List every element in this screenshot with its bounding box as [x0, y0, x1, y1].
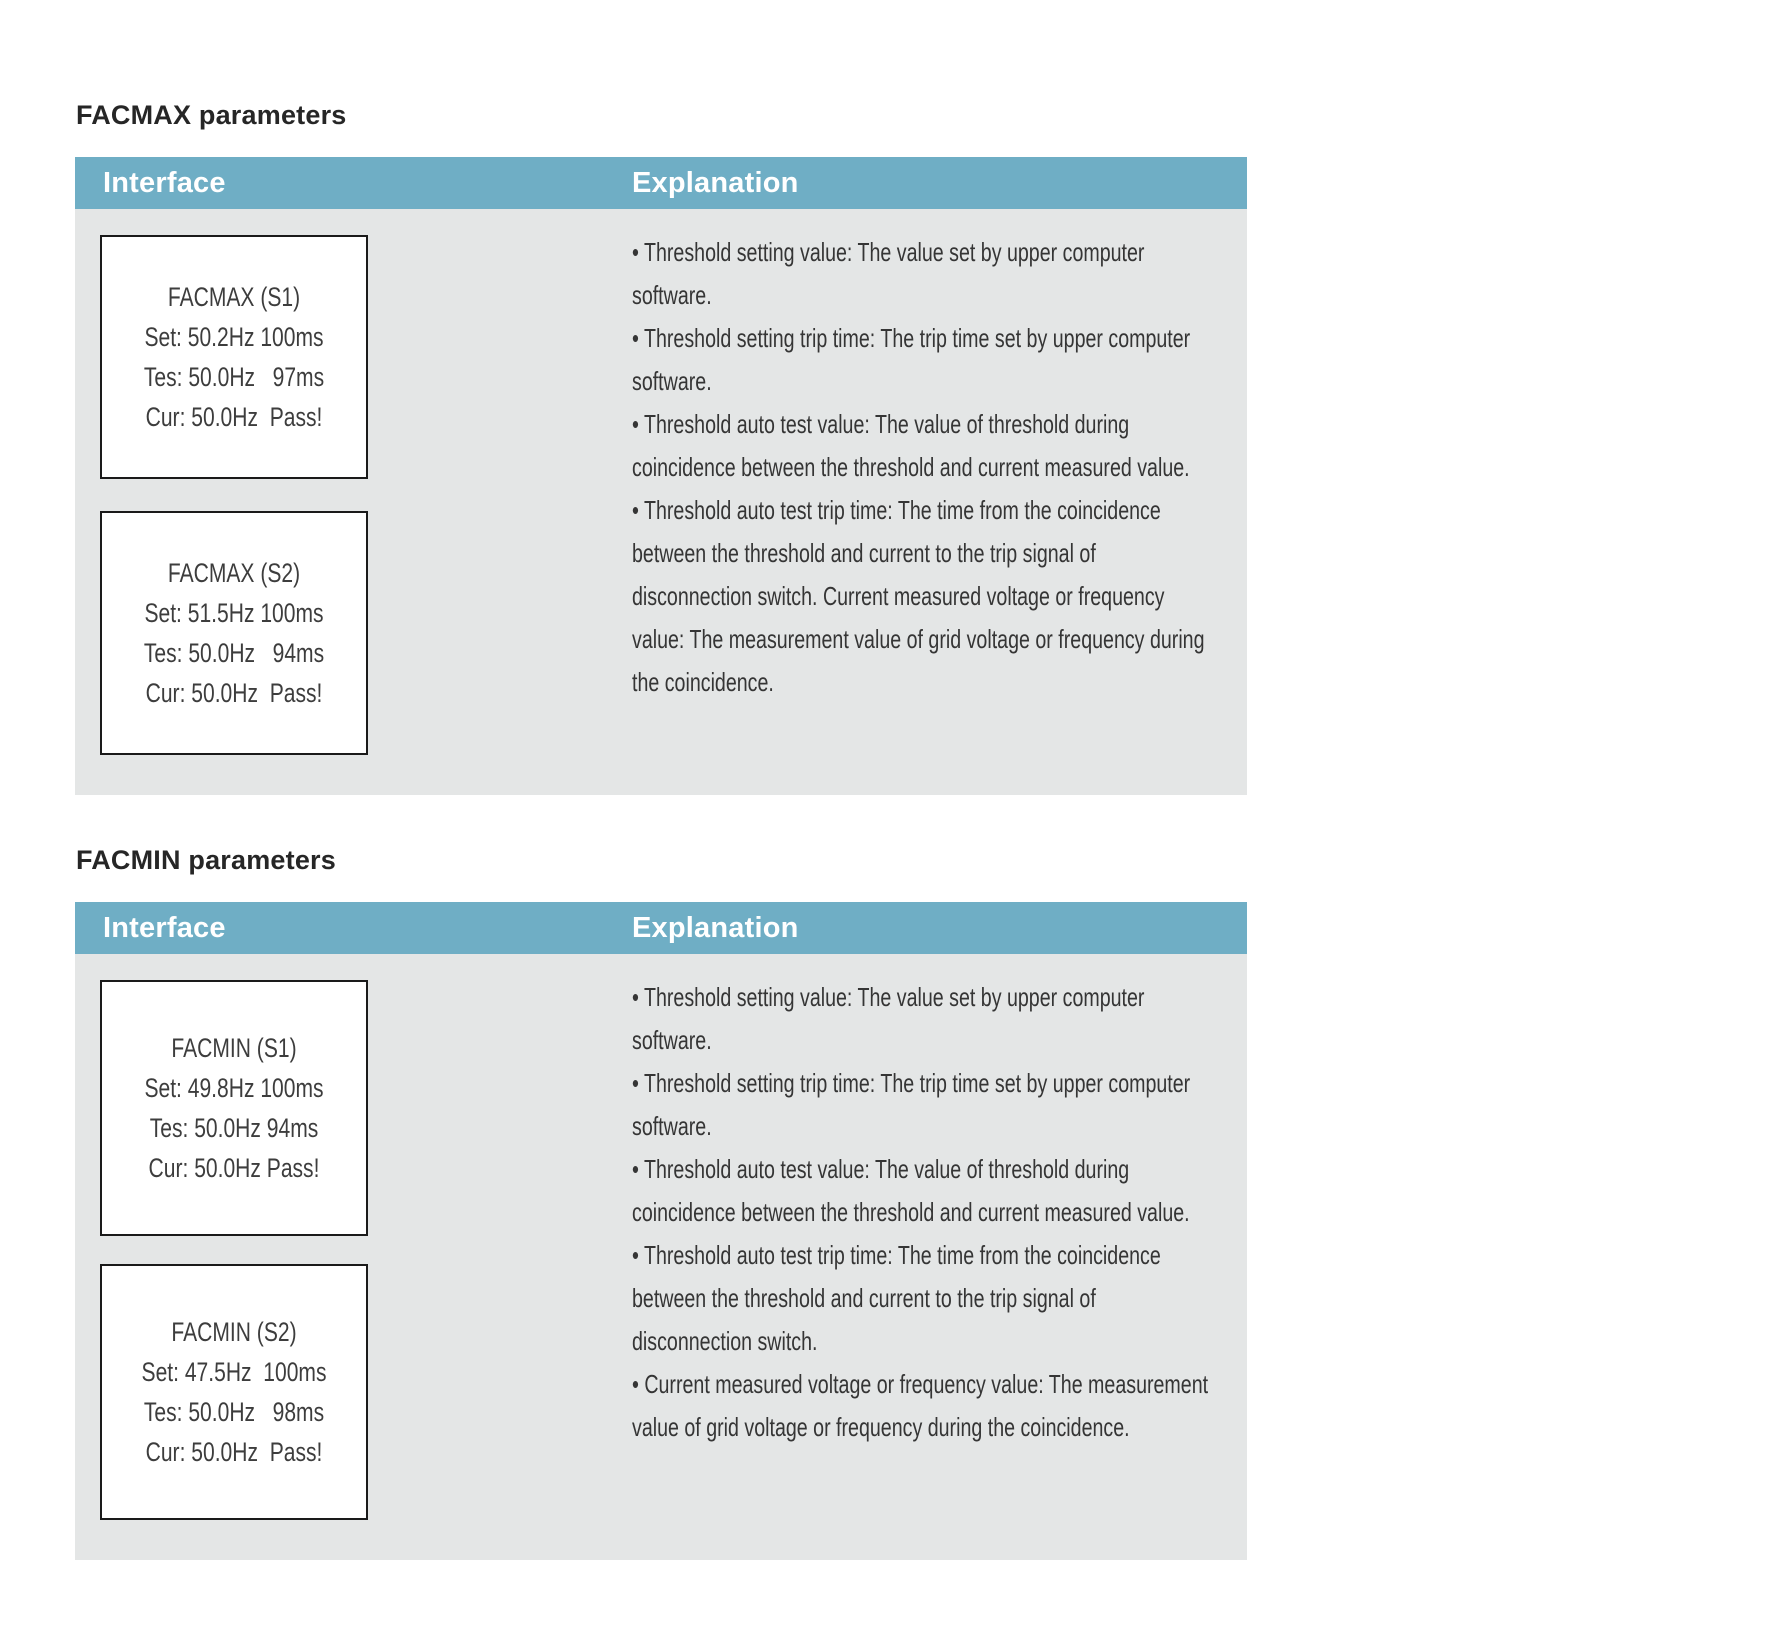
- lcd-line-set: Set: 50.2Hz 100ms: [144, 322, 324, 352]
- lcd-line-tes: Tes: 50.0Hz 98ms: [143, 1397, 325, 1427]
- bullet-paragraph: • Threshold setting value: The value set by upper computer software.: [632, 237, 1145, 310]
- facmax-section-heading: FACMAX parameters: [76, 100, 347, 130]
- facmax-explanation-cell: [632, 209, 1407, 795]
- facmax-table-header-row: [75, 157, 1247, 209]
- lcd-line-cur: Cur: 50.0Hz Pass!: [145, 402, 323, 432]
- facmin-params-table: [75, 902, 1247, 1560]
- bullet-paragraph: • Threshold setting trip time: The trip time set by upper computer software.: [632, 323, 1191, 396]
- lcd-screen-facmax-s1: [100, 235, 368, 479]
- column-header-explanation: Explanation: [632, 911, 799, 944]
- bullet-paragraph: • Threshold auto test trip time: The time from the coincidence between the threshold and current to the trip signal of disconnection switch. Current measured voltage or frequency value: The measurement value of grid voltage or frequency during the coincidence.: [632, 495, 1205, 697]
- bullet-paragraph: • Threshold auto test value: The value of threshold during coincidence between the threshold and current measured value.: [632, 1154, 1190, 1227]
- facmax-table-body-row: [75, 209, 1247, 795]
- facmax-section: [75, 100, 1247, 795]
- facmin-section-heading: FACMIN parameters: [76, 845, 336, 875]
- lcd-line-set: Set: 51.5Hz 100ms: [144, 598, 324, 628]
- lcd-line-cur: Cur: 50.0Hz Pass!: [145, 1437, 323, 1467]
- facmin-section: [75, 845, 1247, 1560]
- facmax-interface-cell: [75, 209, 632, 795]
- lcd-title: FACMAX (S2): [167, 558, 301, 588]
- facmin-interface-cell: [75, 954, 632, 1560]
- bullet-paragraph: • Current measured voltage or frequency value: The measurement value of grid voltage or frequency during the coincidence.: [632, 1369, 1209, 1442]
- lcd-line-tes: Tes: 50.0Hz 94ms: [143, 638, 325, 668]
- facmin-table-body-row: [75, 954, 1247, 1560]
- lcd-line-tes: Tes: 50.0Hz 94ms: [149, 1113, 319, 1143]
- lcd-screen-facmin-s1: [100, 980, 368, 1236]
- lcd-line-set: Set: 49.8Hz 100ms: [144, 1073, 324, 1103]
- bullet-paragraph: • Threshold auto test trip time: The time from the coincidence between the threshold and current to the trip signal of disconnection switch.: [632, 1240, 1161, 1356]
- bullet-paragraph: • Threshold auto test value: The value of threshold during coincidence between the threshold and current measured value.: [632, 409, 1190, 482]
- lcd-screen-facmin-s2: [100, 1264, 368, 1520]
- lcd-line-tes: Tes: 50.0Hz 97ms: [143, 362, 325, 392]
- explanation-bullets: [632, 231, 1217, 704]
- lcd-screen-text: [101, 277, 366, 437]
- lcd-line-cur: Cur: 50.0Hz Pass!: [145, 678, 323, 708]
- lcd-title: FACMIN (S2): [171, 1317, 297, 1347]
- lcd-screen-text: [101, 1028, 366, 1188]
- lcd-line-set: Set: 47.5Hz 100ms: [141, 1357, 327, 1387]
- explanation-bullets: [632, 976, 1217, 1449]
- bullet-paragraph: • Threshold setting trip time: The trip time set by upper computer software.: [632, 1068, 1191, 1141]
- lcd-screen-text: [101, 553, 366, 713]
- column-header-interface: Interface: [103, 166, 226, 199]
- column-header-interface: Interface: [103, 911, 226, 944]
- lcd-screen-facmax-s2: [100, 511, 368, 755]
- lcd-title: FACMIN (S1): [171, 1033, 297, 1063]
- bullet-paragraph: • Threshold setting value: The value set by upper computer software.: [632, 982, 1145, 1055]
- lcd-screen-text: [101, 1312, 366, 1472]
- facmin-table-header-row: [75, 902, 1247, 954]
- column-header-explanation: Explanation: [632, 166, 799, 199]
- facmin-explanation-cell: [632, 954, 1407, 1560]
- lcd-line-cur: Cur: 50.0Hz Pass!: [148, 1153, 320, 1183]
- facmax-params-table: [75, 157, 1247, 795]
- lcd-title: FACMAX (S1): [167, 282, 301, 312]
